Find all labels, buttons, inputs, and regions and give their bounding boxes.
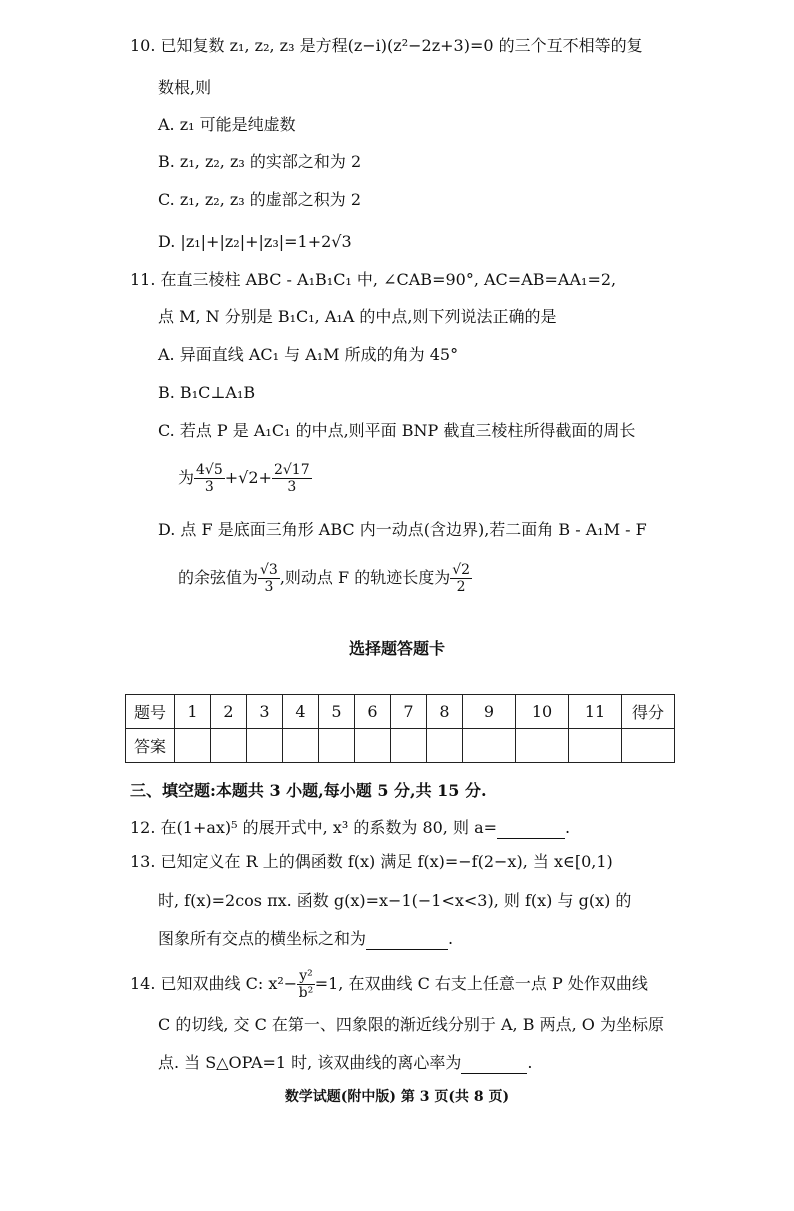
- table-row: [126, 729, 675, 763]
- page-footer: 数学试题(附中版) 第 3 页(共 8 页): [284, 1089, 510, 1105]
- q10-stem-line2: 数根,则: [158, 78, 212, 97]
- fraction-denominator: 3: [287, 479, 297, 495]
- q11-option-b: B. B₁C⊥A₁B: [158, 383, 256, 402]
- answer-cell[interactable]: [391, 729, 427, 763]
- answer-cell[interactable]: [283, 729, 319, 763]
- q10-option-c: C. z₁, z₂, z₃ 的虚部之积为 2: [158, 190, 362, 209]
- question-number-cell: 2: [211, 695, 247, 729]
- q11-option-d-line1: D. 点 F 是底面三角形 ABC 内一动点(含边界),若二面角 B - A₁M - F: [158, 520, 647, 539]
- question-number-cell: 9: [463, 695, 516, 729]
- q13-line3: [158, 929, 453, 950]
- q11-d-middle: ,则动点 F 的轨迹长度为: [279, 568, 451, 587]
- q10-option-d: D. |z₁|+|z₂|+|z₃|=1+2√3: [158, 232, 352, 251]
- q11-option-d-line2: [178, 560, 472, 596]
- q14-answer-blank[interactable]: [461, 1053, 527, 1074]
- answer-cell[interactable]: [569, 729, 622, 763]
- question-number-cell: 5: [319, 695, 355, 729]
- q11-option-a: A. 异面直线 AC₁ 与 A₁M 所成的角为 45°: [158, 345, 459, 364]
- answer-cell[interactable]: [427, 729, 463, 763]
- q14-line1-pre: 14. 已知双曲线 C: x²−: [130, 974, 298, 993]
- question-number-cell: 11: [569, 695, 622, 729]
- q14-line1-post: =1, 在双曲线 C 右支上任意一点 P 处作双曲线: [314, 974, 648, 993]
- fraction-denominator: 3: [264, 579, 274, 595]
- q13-text: 图象所有交点的横坐标之和为: [158, 929, 367, 948]
- q12-end: .: [565, 818, 571, 837]
- q14-line1: [130, 966, 648, 1002]
- question-number-cell: 3: [247, 695, 283, 729]
- q11-option-c-line1: C. 若点 P 是 A₁C₁ 的中点,则平面 BNP 截直三棱柱所得截面的周长: [158, 421, 636, 440]
- q11-c-fraction-2: [272, 462, 312, 495]
- q12-answer-blank[interactable]: [497, 818, 565, 839]
- question-number-cell: 6: [355, 695, 391, 729]
- q11-c-fraction-1: [194, 462, 225, 495]
- answer-card-table: [125, 694, 675, 763]
- q14-end: .: [527, 1053, 533, 1072]
- q11-stem-line1: 11. 在直三棱柱 ABC - A₁B₁C₁ 中, ∠CAB=90°, AC=AB=AA₁=2,: [130, 270, 617, 289]
- q14-text: 点. 当 S△OPA=1 时, 该双曲线的离心率为: [158, 1053, 462, 1072]
- section3-heading: 三、填空题:本题共 3 小题,每小题 5 分,共 15 分.: [130, 781, 487, 800]
- answer-cell[interactable]: [355, 729, 391, 763]
- q12-line: [130, 818, 570, 839]
- fraction-numerator: y²: [299, 968, 313, 984]
- q14-fraction: [297, 968, 315, 1001]
- question-number-cell: 1: [175, 695, 211, 729]
- q11-d-prefix: 的余弦值为: [178, 568, 259, 587]
- score-cell[interactable]: [622, 729, 675, 763]
- answer-cell[interactable]: [319, 729, 355, 763]
- row-header-answer: 答案: [126, 729, 175, 763]
- answer-card-title: 选择题答题卡: [348, 639, 445, 658]
- q13-line1: 13. 已知定义在 R 上的偶函数 f(x) 满足 f(x)=−f(2−x), 当 x∈[0,1): [130, 852, 613, 871]
- answer-cell[interactable]: [175, 729, 211, 763]
- q10-option-a: A. z₁ 可能是纯虚数: [158, 115, 296, 134]
- question-number-cell: 7: [391, 695, 427, 729]
- fraction-denominator: 3: [204, 479, 214, 495]
- score-header-cell: 得分: [622, 695, 675, 729]
- question-number-cell: 8: [427, 695, 463, 729]
- q11-option-c-line2: [178, 460, 312, 496]
- answer-cell[interactable]: [247, 729, 283, 763]
- fraction-numerator: 4√5: [196, 462, 223, 478]
- fraction-numerator: √3: [260, 562, 278, 578]
- row-header-question-number: 题号: [126, 695, 175, 729]
- q11-d-fraction-2: [450, 562, 472, 595]
- q11-c-middle: +√2+: [224, 468, 272, 487]
- q13-line2: 时, f(x)=2cos πx. 函数 g(x)=x−1(−1<x<3), 则 f(x) 与 g(x) 的: [158, 891, 632, 910]
- table-row: [126, 695, 675, 729]
- q14-line2: C 的切线, 交 C 在第一、四象限的渐近线分别于 A, B 两点, O 为坐标原: [158, 1015, 664, 1034]
- question-number-cell: 4: [283, 695, 319, 729]
- answer-cell[interactable]: [463, 729, 516, 763]
- answer-cell[interactable]: [211, 729, 247, 763]
- q11-c-prefix: 为: [178, 468, 195, 487]
- fraction-denominator: b²: [298, 985, 314, 1001]
- q13-answer-blank[interactable]: [366, 929, 448, 950]
- fraction-numerator: 2√17: [273, 462, 310, 478]
- q12-text: 12. 在(1+ax)⁵ 的展开式中, x³ 的系数为 80, 则 a=: [130, 818, 498, 837]
- q14-line3: [158, 1053, 532, 1074]
- fraction-numerator: √2: [452, 562, 471, 578]
- q11-d-fraction-1: [258, 562, 280, 595]
- q11-stem-line2: 点 M, N 分别是 B₁C₁, A₁A 的中点,则下列说法正确的是: [158, 307, 557, 326]
- q13-end: .: [448, 929, 454, 948]
- fraction-denominator: 2: [456, 579, 466, 595]
- question-number-cell: 10: [516, 695, 569, 729]
- answer-cell[interactable]: [516, 729, 569, 763]
- q10-option-b: B. z₁, z₂, z₃ 的实部之和为 2: [158, 152, 362, 171]
- q10-stem-line1: 10. 已知复数 z₁, z₂, z₃ 是方程(z−i)(z²−2z+3)=0 的三个互不相等的复: [130, 36, 643, 55]
